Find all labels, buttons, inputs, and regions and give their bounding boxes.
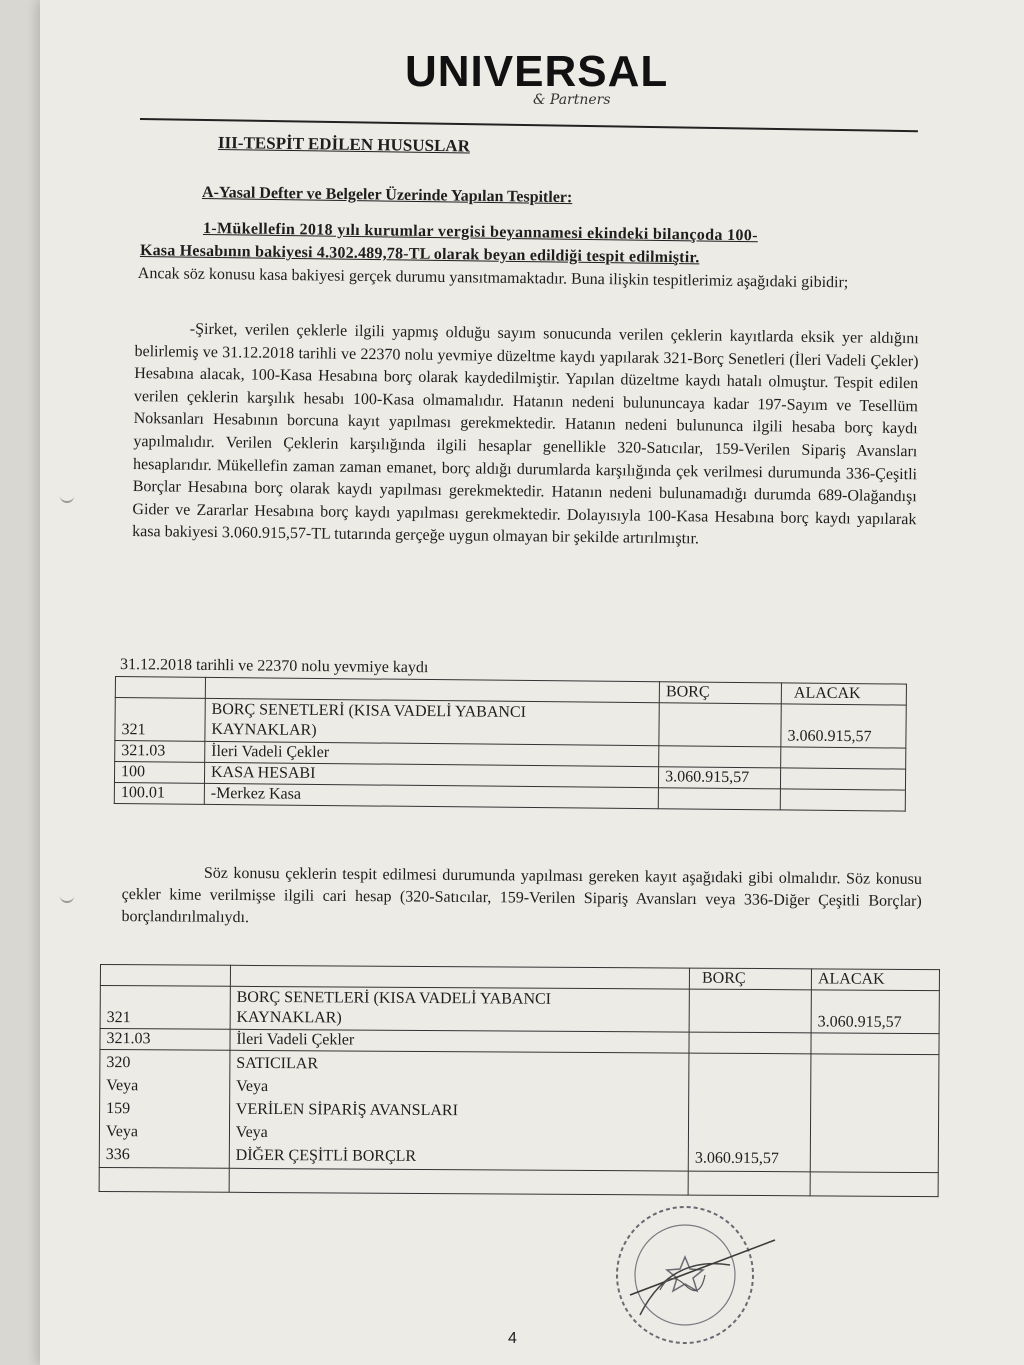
alacak-amount: 3.060.915,57: [781, 704, 906, 748]
connector-word: Veya: [106, 1077, 139, 1095]
account-code: 336: [105, 1146, 130, 1164]
table-row: [115, 698, 906, 749]
paragraph-correction: [121, 862, 922, 935]
finding-line-2: Kasa Hesabının bakiyesi 4.302.489,78-TL olarak beyan edildiği tespit edilmiştir.: [139, 242, 700, 267]
subsection-title: A-Yasal Defter ve Belgeler Üzerinde Yapılan Tespitler:: [201, 184, 573, 207]
account-name: [230, 986, 690, 1032]
official-stamp-seal: [600, 1195, 780, 1345]
account-name: [205, 698, 660, 745]
account-code: 321: [100, 986, 230, 1030]
borc-header: BORÇ: [689, 968, 811, 990]
paragraph-intro-text: Ancak söz konusu kasa bakiyesi gerçek durumu yansıtmamaktadır. Buna ilişkin tespitlerimiz aşağıdaki gibidir;: [137, 264, 849, 292]
account-name-line: BORÇ SENETLERİ (KISA VADELİ YABANCI: [236, 988, 552, 1008]
account-code: 321.03: [100, 1029, 230, 1051]
fold-mark: [60, 895, 74, 903]
section-title: III-TESPİT EDİLEN HUSUSLAR: [217, 133, 471, 156]
account-name: VERİLEN SİPARİŞ AVANSLARI: [235, 1100, 458, 1120]
account-code: 159: [106, 1100, 131, 1118]
account-code: 321.03: [115, 741, 205, 763]
logo-tagline: & Partners: [533, 92, 611, 108]
borc-amount: [659, 746, 781, 768]
borc-amount: 3.060.915,57: [688, 1053, 811, 1172]
account-name-line: KAYNAKLAR): [211, 720, 317, 739]
account-code: 100: [114, 762, 204, 784]
connector-word: Veya: [235, 1123, 268, 1142]
finding-line-1: 1-Mükellefin 2018 yılı kurumlar vergisi beyannamesi ekindeki bilançoda 100-: [202, 220, 758, 245]
alacak-amount: [781, 768, 906, 790]
account-name: DİĞER ÇEŞİTLİ BORÇLR: [235, 1146, 417, 1165]
account-name: İleri Vadeli Çekler: [230, 1029, 689, 1053]
table-cell: [229, 1168, 688, 1195]
table-cell: [688, 1171, 810, 1196]
journal-entry-table-1: [114, 676, 907, 812]
alacak-header: ALACAK: [811, 969, 939, 991]
account-code: 321: [115, 698, 205, 742]
table-cell: [99, 1167, 229, 1192]
journal-entry-table-2: [99, 964, 940, 1197]
alacak-amount: [810, 1054, 939, 1173]
paragraph-correction-text: Söz konusu çeklerin tespit edilmesi durumunda yapılması gereken kayıt aşağıdaki gibi olmalıdır. Söz konusu çekler kime verilmişse ilgili cari hesap (320-Satıcılar, 159-Verilen Sipariş Avansları veya 336-Diğer Çeşitli Borçlar) borçlandırılmalıydı.: [121, 864, 922, 927]
paragraph-findings: [132, 318, 919, 554]
connector-word: Veya: [105, 1123, 139, 1141]
alacak-amount: [781, 747, 906, 769]
borc-amount: [658, 788, 780, 810]
table-cell: [100, 965, 230, 987]
borc-amount: [689, 989, 811, 1033]
borc-amount: [659, 703, 781, 747]
borc-header: BORÇ: [659, 682, 781, 704]
table-cell: [810, 1172, 938, 1197]
account-name: SATICILAR: [236, 1054, 319, 1073]
account-codes: [99, 1050, 230, 1169]
logo-wordmark: UNIVERSAL: [405, 47, 669, 96]
account-names: [229, 1050, 689, 1171]
alacak-amount: 3.060.915,57: [811, 990, 939, 1034]
account-name: İleri Vadeli Çekler: [205, 741, 659, 766]
account-name: KASA HESABI: [204, 762, 658, 787]
account-code: 320: [106, 1054, 131, 1072]
account-code: 100.01: [114, 782, 204, 804]
account-name-line: BORÇ SENETLERİ (KISA VADELİ YABANCI: [211, 700, 527, 721]
alacak-amount: [780, 789, 905, 811]
table-cell: [115, 677, 205, 699]
borc-amount: [689, 1032, 811, 1054]
connector-word: Veya: [236, 1077, 269, 1096]
fold-mark: [60, 495, 74, 503]
account-name: -Merkez Kasa: [204, 783, 658, 808]
paragraph-findings-text: -Şirket, verilen çeklerle ilgili yapmış olduğu sayım sonucunda verilen çeklerin kayıtlarda eksik yer aldığını belirlemiş ve 31.12.2018 tarihli ve 22370 nolu yevmiye düzeltme kaydı yapılarak 321-Borç Senetleri (İleri Vadeli Çekler) Hesabına alacak, 100-Kasa Hesabına borç olarak kaydedilmiştir. Yapılan düzeltme kaydı hatalı olmuştur. Tespit edilen verilen çeklerin karşılık hesabı 100-Kasa olmamalıdır. Hatanın nedeni bulununcaya kadar 197-Sayım ve Tesellüm Noksanları Hesabının borcuna kayıt yapılması gerekmektedir. Hatanın nedeni bulununca ilgili hesaba borç kaydı yapılmalıdır. Verilen Çeklerin karşılığında ilgili hesaplar genellikle 320-Satıcılar, 159-Verilen Sipariş Avansları hesaplarıdır. Mükellefin zaman zaman emanet, borç aldığı durumlarda karşılığında çek verilmesi durumunda 336-Çeşitli Borçlar Hesabına borç olarak kaydı yapılması gerekmektedir. Hatanın nedeni bulunamadığı durumda 689-Olağandışı Gider ve Zararlar Hesabına borç kaydı yapılması gerekmektedir. Dolayısıyla 100-Kasa Hesabına borç kaydı yapılarak kasa bakiyesi 3.060.915,57-TL tutarında gerçeğe uygun olmayan bir şekilde artırılmıştır.: [132, 320, 919, 548]
table-cell: [230, 965, 689, 989]
alacak-header: ALACAK: [781, 683, 906, 705]
borc-amount: 3.060.915,57: [659, 767, 781, 789]
table-row: [99, 1050, 939, 1173]
company-logo: [405, 47, 669, 115]
table-row: [100, 986, 939, 1034]
table1-caption: 31.12.2018 tarihli ve 22370 nolu yevmiye kaydı: [119, 656, 429, 677]
page-number: 4: [508, 1330, 517, 1347]
account-name-line: KAYNAKLAR): [236, 1008, 342, 1027]
alacak-amount: [811, 1033, 939, 1055]
table-row-empty: [99, 1167, 938, 1196]
